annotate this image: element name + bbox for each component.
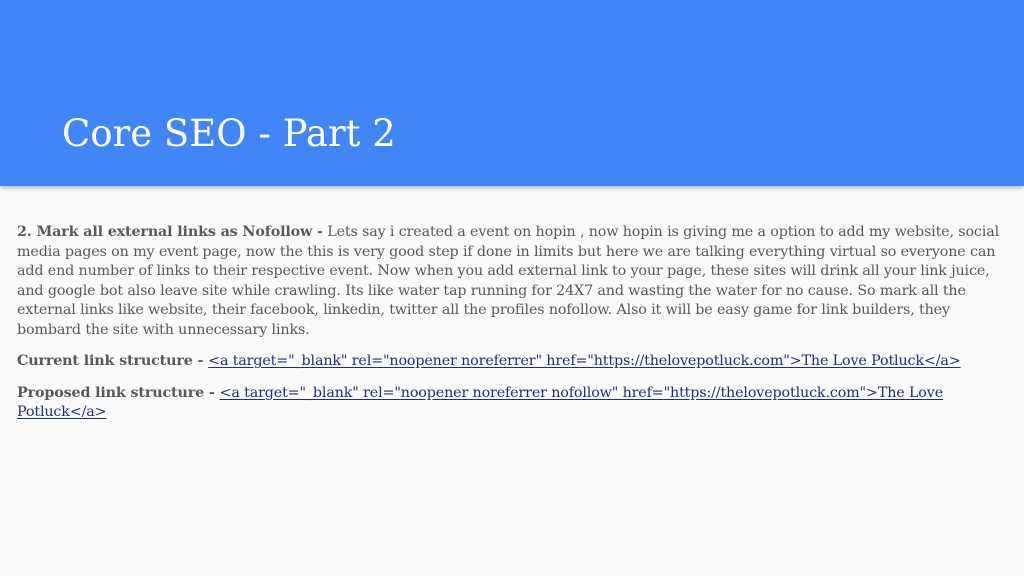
proposed-structure-label: Proposed link structure - [17,384,220,401]
point-paragraph [17,223,1013,340]
current-structure-label: Current link structure - [17,353,209,369]
point-heading: 2. Mark all external links as Nofollow - [17,224,323,240]
title-banner [0,0,1024,186]
point-text: Lets say i created a event on hopin , now hopin is giving me a option to add my website, social media pages on my event page, now the this is very good step if done in limits but here we are talking everything virtual so everyone can add end number of links to their respective event. Now when you add external link to your page, these sites will drink all your link juice, and google bot also leave site while crawling. Its like water tap running for 24X7 and wasting the water for no cause. So mark all the external links like website, their facebook, linkedin, twitter all the profiles nofollow. Also it will be easy game for link builders, they bombard the site with unnecessary links. [17,224,1000,338]
slide-body [17,223,1013,435]
current-structure-link[interactable]: <a target="_blank" rel="noopener noreferrer" href="https://thelovepotluck.com">The Love Potluck</a> [208,353,961,369]
slide-title: Core SEO - Part 2 [62,112,396,155]
proposed-structure-link[interactable]: <a target="_blank" rel="noopener noreferrer nofollow" href="https://thelovepotluck.com">The Love Potluck</a> [17,384,944,420]
current-structure-paragraph [17,352,1013,372]
proposed-structure-paragraph [17,384,1013,423]
